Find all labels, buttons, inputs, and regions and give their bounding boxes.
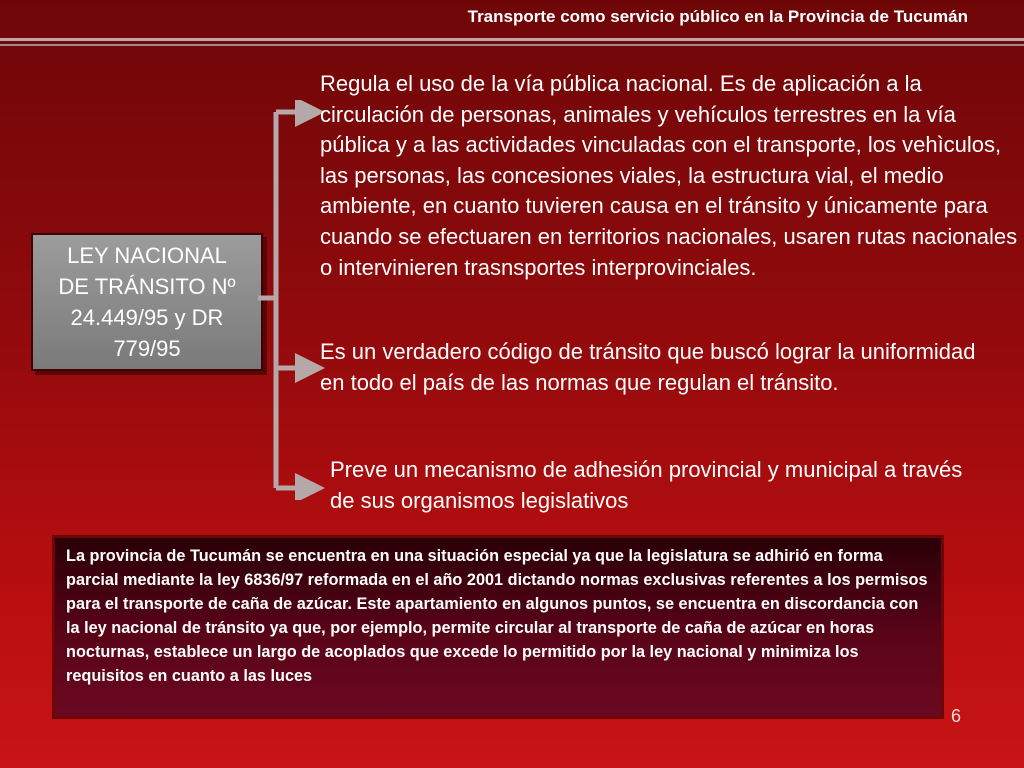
law-box-line-4: 779/95 [113, 336, 181, 361]
law-box-line-2: DE TRÁNSITO Nº [58, 274, 236, 299]
law-box-line-1: LEY NACIONAL [67, 243, 227, 268]
header-title: Transporte como servicio público en la Provincia de Tucumán [467, 7, 968, 26]
point-2-text: Es un verdadero código de tránsito que buscó lograr la uniformidad en todo el país de las normas que regulan el tránsito. [320, 339, 976, 395]
header-rule-top [0, 38, 1024, 41]
law-box [31, 233, 263, 371]
point-3-text: Preve un mecanismo de adhesión provincial y municipal a través de sus organismos legislativos [330, 457, 963, 513]
page-number: 6 [951, 706, 962, 726]
point-1-text: Regula el uso de la vía pública nacional. Es de aplicación a la circulación de personas, animales y vehículos terrestres en la vía pública y a las actividades vinculadas con el transporte, los vehìculos, las personas, las concesiones viales, la estructura vial, el medio ambiente, en cuanto tuvieren causa en el tránsito y únicamente para cuando se efectuaren en territorios nacionales, usaren rutas nacionales o intervinieren trasnsportes interprovinciales. [320, 71, 1018, 280]
header-rule-bottom [0, 44, 1024, 46]
bracket-connector [258, 100, 328, 500]
law-box-line-3: 24.449/95 y DR [70, 305, 224, 330]
tucuman-note-box: La provincia de Tucumán se encuentra en una situación especial ya que la legislatura se adhirió en forma parcial mediante la ley 6836/97 reformada en el año 2001 dictando normas exclusivas referentes a los permisos para el transporte de caña de azúcar. Este apartamiento en algunos puntos, se encuentra en discordancia con la ley nacional de tránsito ya que, por ejemplo, permite circular al transporte de caña de azúcar en horas nocturnas, establece un largo de acoplados que excede lo permitido por la ley nacional y minimiza los requisitos en cuanto a las luces [52, 535, 944, 719]
